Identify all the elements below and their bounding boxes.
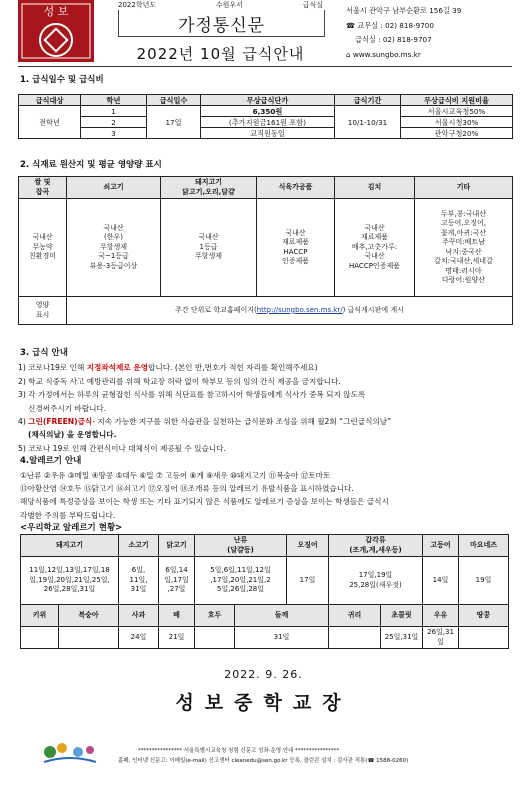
col-header: 급식기간: [335, 95, 401, 106]
cell-line: 무항생제: [99, 242, 128, 251]
guide-text: 4): [18, 417, 29, 427]
cell-line: 낙지:중국산: [445, 247, 482, 256]
header-divider: [18, 66, 512, 67]
clean-edu-logo: [40, 738, 100, 768]
allergy-value: [21, 627, 59, 649]
col-header: 무상급식단가: [201, 95, 335, 106]
allergy-value: [329, 627, 381, 649]
cell-line: 국내산: [32, 233, 53, 242]
days-cell: 17일: [147, 106, 201, 139]
website[interactable]: www.sungbo.ms.kr: [352, 49, 421, 59]
cell-line: (한우): [104, 233, 123, 242]
support-cell: 관악구청20%: [401, 128, 513, 139]
page-title: 가정통신문: [118, 10, 325, 37]
section3-title: 3. 급식 안내: [20, 348, 68, 358]
allergy-line: 각별한 주의를 부탁드립니다.: [20, 510, 116, 520]
doc-category: 급식실: [302, 1, 323, 9]
cell-line: 꽃게,아귀:국산: [440, 228, 487, 237]
allergy-value: 5일,6일,11일,12일 ,17일,20일,21일,2 5일,26일,28일: [195, 557, 287, 605]
rice-cell: [19, 199, 67, 297]
price-cell: 6,350원: [201, 106, 335, 117]
col-header: 급식대상: [19, 95, 81, 106]
allergy-header: 닭고기: [159, 535, 195, 557]
col-header: 식육가공품: [257, 177, 335, 199]
section4-title: 4.알레르기 안내: [20, 456, 82, 467]
allergy-header: 복숭아: [59, 605, 119, 627]
col-header: 김치: [335, 177, 415, 199]
allergy-header: 오징어: [287, 535, 329, 557]
cell-line: 뷰용-3등급이상: [89, 261, 138, 270]
allergy-value: 19일: [459, 557, 509, 605]
allergy-header: 배: [159, 605, 195, 627]
cell-line: 재료제품: [360, 233, 389, 242]
grade-cell: 2: [81, 117, 147, 128]
meal-guide: [18, 347, 518, 536]
cell-line: 다랑어:원양산: [442, 276, 485, 284]
footer-note: 홈페, 인터넷 신문고: 이메일(e-mail) 신고센터 cleanedu@sen.go.kr 등록, 클린콘 설치 : 감사관 직통(☎ 1588-0260): [118, 758, 409, 764]
cell-line: 국내산: [103, 223, 124, 232]
cell-line: 인증제품: [281, 257, 310, 265]
school-year: 2022학년도: [118, 1, 157, 9]
school-emblem: [18, 0, 94, 62]
cell-line: HACCP: [283, 247, 308, 256]
cell-line: 두부,콩:국내산: [440, 209, 487, 218]
cell-line: 주꾸미:베트남: [442, 238, 485, 246]
guide-item: [18, 361, 518, 374]
cell-line: 무농약: [32, 242, 53, 251]
price-note-cell: (추가지원금161원 포함): [201, 117, 335, 128]
meal-fee-table: [18, 94, 513, 139]
allergy-table: [20, 534, 509, 649]
pork-cell: [161, 199, 257, 297]
guide-item: [18, 415, 518, 428]
nutrition-label: 영양 표시: [19, 297, 67, 325]
page-subtitle: 2022년 10월 급식안내: [136, 44, 305, 63]
col-header: 학년: [81, 95, 147, 106]
cell-line: 국내산: [198, 233, 219, 242]
kimchi-cell: [335, 199, 415, 297]
support-cell: 서울시교육청50%: [401, 106, 513, 117]
meal-phone: 급식실 : 02) 818-9707: [355, 35, 432, 44]
period-cell: 10/1-10/31: [335, 106, 401, 139]
target-cell: 전학년: [19, 106, 81, 139]
beef-cell: [67, 199, 161, 297]
cell-line: 무항생제: [194, 252, 223, 261]
allergy-line: ⑬아황산염 ⑭호두 ⑮닭고기 ⑯쇠고기 ⑰오징어 ⑱조개류 등의 알레르기 유발식품을 표시하였습니다.: [20, 484, 354, 494]
allergy-value: [459, 627, 509, 649]
guide-emphasis: 지정좌석제로 운영: [86, 363, 149, 373]
allergy-value: 25일,31일: [381, 627, 423, 649]
grade-cell: 1: [81, 106, 147, 117]
allergy-value: [195, 627, 235, 649]
emblem-text: 성 보: [43, 5, 69, 18]
allergy-value: 26일,31일: [423, 627, 459, 649]
cell-line: 국~1등급: [98, 252, 129, 261]
allergy-value: 24일: [119, 627, 159, 649]
col-header: 돼지고기 닭고기,오리,달걀: [161, 177, 257, 199]
allergy-value: 17일,19일 25,28일(새우젓): [329, 557, 423, 605]
guide-item: 5) 코로나 19로 인해 간편식이나 대체식이 제공될 수 있습니다.: [18, 443, 226, 453]
allergy-header: 난류 (달걀등): [195, 535, 287, 557]
footer-note: **************** 서울특별시교육청 청렴 신문고 성좌·운영 안내 ****************: [138, 748, 340, 754]
grade-cell: 3: [81, 128, 147, 139]
cell-line: 국내산: [285, 228, 306, 237]
allergy-header: 마요네즈: [459, 535, 509, 557]
section2-title: 2. 식재료 원산지 및 평균 영양량 표시: [20, 160, 162, 170]
homepage-link[interactable]: http://sungbo.sen.ms.kr/: [256, 305, 343, 314]
school-address: 서울시 관악구 남부순환로 156길 39: [346, 6, 462, 15]
allergy-value: 14일: [423, 557, 459, 605]
allergy-value: 11일,12일,13일,17일,18 일,19일,20일,21일,25일, 26일,28일,31일: [21, 557, 119, 605]
col-header: 기타: [415, 177, 513, 199]
allergy-line: 해당식품에 특정증상을 보이는 학생 또는 기타 표기되지 않은 식품에도 알레르기 증상을 보이는 학생들은 급식시: [20, 497, 389, 507]
cell-line: 배추,고춧가루:: [351, 242, 398, 251]
support-cell: 서울시청30%: [401, 117, 513, 128]
col-header: 무상급식비 지원비율: [401, 95, 513, 106]
allergy-header: 고등어: [423, 535, 459, 557]
cell-line: 갈치:국내산,세네갈: [434, 257, 493, 265]
guide-item: 3) 각 가정에서는 하루의 균형잡힌 식사를 위해 식단표를 참고하시어 학생들에게 식사가 중복 되지 않도록: [18, 390, 366, 400]
etc-cell: [415, 199, 513, 297]
cell-line: 고등어,오징어,: [440, 219, 487, 227]
office-phone: 교무실 : 02) 818-9700: [357, 20, 434, 30]
guide-item: 2) 학교 식중독 사고 예방관리를 위해 학교장 허락 없이 학부모 등의 임의 간식 제공을 금지합니다.: [18, 376, 341, 386]
phone-icon: ☎: [346, 20, 358, 30]
nutrition-text: [67, 297, 513, 325]
allergy-value: 17일: [287, 557, 329, 605]
school-contact: [346, 4, 526, 62]
allergy-header: 들깨: [235, 605, 329, 627]
cell-line: 재료제품: [281, 238, 310, 246]
cell-line: 명태:러시아: [445, 266, 482, 275]
allergy-line: ①난류 ②우유 ③메밀 ④땅콩 ⑤대두 ⑥밀 ⑦ 고등어 ⑧게 ⑨새우 ⑩돼지고기 ⑪복숭아 ⑫토마토: [20, 470, 331, 480]
allergy-table-title: <우리학교 알레르기 현황>: [20, 523, 123, 534]
allergy-header: 갑각류 (조개,게,새우등): [329, 535, 423, 557]
allergy-value: [59, 627, 119, 649]
col-header: 급식일수: [147, 95, 201, 106]
allergy-header: 사과: [119, 605, 159, 627]
guide-text: 합니다. (본인 반,번호가 적힌 자리를 확인해주세요): [148, 363, 318, 373]
guide-text: - 지속 가능한 지구를 위한 식습관을 실천하는 급식문화 조성을 위해 월2회 “그린급식의날”: [92, 417, 392, 427]
cell-line: 1등급: [199, 242, 218, 251]
allergy-header: 호두: [195, 605, 235, 627]
supporter-cell: 교직원동일: [201, 128, 335, 139]
school-principal: 성보중학교장: [175, 692, 352, 714]
allergy-header: 소고기: [119, 535, 159, 557]
issue-date: 2022. 9. 26.: [224, 668, 303, 681]
allergy-value: 31일: [235, 627, 329, 649]
allergy-value: 6일, 11일, 31일: [119, 557, 159, 605]
origin-table: [18, 176, 513, 325]
cell-line: 친환경미: [28, 252, 57, 261]
cell-line: 국내산: [364, 252, 385, 261]
cell-line: HACCP인증제품: [349, 261, 400, 270]
guide-item: (채식의날) 을 운영합니다.: [28, 430, 117, 440]
allergy-header: 땅콩: [459, 605, 509, 627]
allergy-header: 우유: [423, 605, 459, 627]
section1-title: 1. 급식일수 및 급식비: [20, 75, 104, 85]
guide-text: 1) 코로나19로 인해: [18, 363, 87, 373]
nutrition-post: ) 급식게시판에 게시: [342, 305, 404, 314]
nutrition-pre: 주간 단위로 학교홈페이지(: [175, 305, 257, 314]
doc-number: 수원우서: [215, 1, 243, 9]
allergy-value: 6일,14 일,17일 ,27일: [159, 557, 195, 605]
allergy-value: 21일: [159, 627, 195, 649]
allergy-header: 돼지고기: [21, 535, 119, 557]
allergy-header: 초콜릿: [381, 605, 423, 627]
processed-cell: [257, 199, 335, 297]
guide-item: 신경써주시기 바랍니다.: [28, 403, 107, 413]
col-header: 쇠고기: [67, 177, 161, 199]
guide-emphasis: 그린(FREEN)급식: [28, 417, 93, 427]
allergy-header: 귀리: [329, 605, 381, 627]
web-icon: ⌂: [346, 49, 353, 59]
col-header: 쌀 및 잡곡: [19, 177, 67, 199]
cell-line: 국내산: [364, 223, 385, 232]
allergy-header: 키위: [21, 605, 59, 627]
